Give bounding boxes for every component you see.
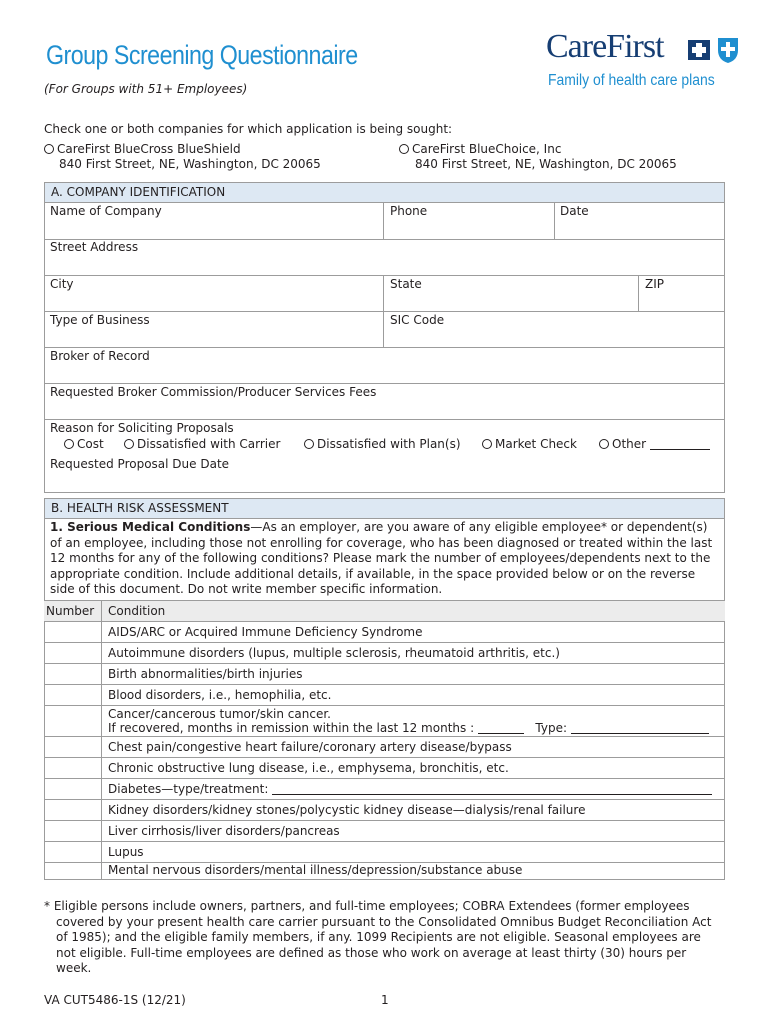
number-input-cell[interactable] [44, 643, 102, 663]
table-row [44, 622, 725, 643]
page-number: 1 [381, 993, 389, 1007]
reason-plan-label: Dissatisfied with Plan(s) [317, 437, 461, 451]
radio-button[interactable] [64, 439, 74, 449]
condition-label: Mental nervous disorders/mental illness/depression/substance abuse [108, 863, 523, 877]
zip-field[interactable]: ZIP [645, 277, 664, 291]
form-id: VA CUT5486-1S (12/21) [44, 993, 186, 1007]
phone-field[interactable]: Phone [390, 204, 428, 218]
number-column-header: Number [46, 604, 95, 618]
condition-label: Autoimmune disorders (lupus, multiple sclerosis, rheumatoid arthritis, etc.) [108, 646, 560, 660]
table-row [44, 800, 725, 821]
diabetes-type-blank[interactable] [272, 794, 712, 795]
table-row [44, 758, 725, 779]
cancer-type-blank[interactable] [571, 733, 709, 734]
radio-button[interactable] [44, 144, 54, 154]
condition-label: Liver cirrhosis/liver disorders/pancreas [108, 824, 340, 838]
logo-tagline: Family of health care plans [548, 72, 715, 89]
reason-other-option[interactable] [599, 437, 710, 451]
type-of-business-field[interactable]: Type of Business [50, 313, 150, 327]
eligibility-footnote: * Eligible persons include owners, partners, and full-time employees; COBRA Extendees (former employees covered by your present health care carrier pursuant to the Consolidated Omnibus Budget Reconciliation Act of 1985); and the eligible family members, if any. 1099 Recipients are not eligible. Seasonal employees are not eligible. Full-time employees are defined as those who work on average at least thirty (30) hours per week. [44, 899, 712, 975]
number-input-cell[interactable] [44, 737, 102, 757]
broker-commission-field[interactable]: Requested Broker Commission/Producer Services Fees [50, 385, 377, 399]
remission-label: If recovered, months in remission within the last 12 months : [108, 721, 475, 735]
radio-button[interactable] [304, 439, 314, 449]
name-of-company-field[interactable]: Name of Company [50, 204, 162, 218]
company-option-2-address: 840 First Street, NE, Washington, DC 20065 [415, 157, 677, 171]
number-input-cell[interactable] [44, 664, 102, 684]
question-title: 1. Serious Medical Conditions [50, 520, 251, 534]
number-input-cell[interactable] [44, 800, 102, 820]
carefirst-logo [546, 28, 746, 94]
number-input-cell[interactable] [44, 706, 102, 736]
radio-button[interactable] [482, 439, 492, 449]
number-input-cell[interactable] [44, 779, 102, 799]
company-option-2[interactable] [399, 142, 561, 156]
number-input-cell[interactable] [44, 863, 102, 880]
cancer-type-label: Type: [535, 721, 568, 735]
condition-label: Cancer/cancerous tumor/skin cancer. [108, 707, 331, 721]
serious-conditions-question [50, 520, 718, 598]
condition-label: Kidney disorders/kidney stones/polycystic kidney disease—dialysis/renal failure [108, 803, 586, 817]
table-row [44, 706, 725, 737]
company-option-1[interactable] [44, 142, 241, 156]
radio-button[interactable] [124, 439, 134, 449]
logo-wordmark: CareFirst [546, 28, 664, 65]
table-row [44, 821, 725, 842]
reason-market-check-label: Market Check [495, 437, 577, 451]
company-option-2-name: CareFirst BlueChoice, Inc [412, 142, 562, 156]
condition-label: Chest pain/congestive heart failure/coronary artery disease/bypass [108, 740, 512, 754]
section-b-header: B. HEALTH RISK ASSESSMENT [44, 498, 725, 519]
page-subtitle: (For Groups with 51+ Employees) [44, 82, 248, 96]
table-row [44, 664, 725, 685]
reason-carrier-label: Dissatisfied with Carrier [137, 437, 281, 451]
condition-label: Chronic obstructive lung disease, i.e., emphysema, bronchitis, etc. [108, 761, 509, 775]
condition-label: Birth abnormalities/birth injuries [108, 667, 303, 681]
proposal-due-date-field[interactable]: Requested Proposal Due Date [50, 457, 230, 471]
question-text: —As an employer, are you aware of any eligible employee* or dependent(s) of an employee, including those not enrolling for coverage, who has been diagnosed or treated within the last 12 months for any of the following conditions? Please mark the number of employees/dependents next to the appropriate condition. Include additional details, if available, in the space provided below or on the reverse side of this document. Do not write member specific information. [50, 520, 713, 596]
table-row [44, 779, 725, 800]
number-input-cell[interactable] [44, 821, 102, 841]
broker-of-record-field[interactable]: Broker of Record [50, 349, 150, 363]
company-choice-prompt: Check one or both companies for which application is being sought: [44, 122, 453, 136]
reason-plan-option[interactable] [304, 437, 461, 451]
other-blank-line[interactable] [650, 449, 710, 450]
company-option-1-name: CareFirst BlueCross BlueShield [57, 142, 241, 156]
condition-label: AIDS/ARC or Acquired Immune Deficiency Syndrome [108, 625, 423, 639]
number-input-cell[interactable] [44, 685, 102, 705]
table-row [44, 842, 725, 863]
state-field[interactable]: State [390, 277, 422, 291]
reason-cost-label: Cost [77, 437, 104, 451]
radio-button[interactable] [399, 144, 409, 154]
condition-label: Lupus [108, 845, 144, 859]
reason-label: Reason for Soliciting Proposals [50, 421, 234, 435]
table-row [44, 685, 725, 706]
reason-carrier-option[interactable] [124, 437, 280, 451]
number-input-cell[interactable] [44, 758, 102, 778]
number-input-cell[interactable] [44, 622, 102, 642]
reason-other-label: Other [612, 437, 647, 451]
date-field[interactable]: Date [560, 204, 589, 218]
reason-cost-option[interactable] [64, 437, 104, 451]
diabetes-row-content [108, 782, 712, 796]
street-address-field[interactable]: Street Address [50, 240, 139, 254]
reason-market-check-option[interactable] [482, 437, 577, 451]
sic-code-field[interactable]: SIC Code [390, 313, 445, 327]
blue-cross-shield-icon [686, 34, 744, 68]
table-row [44, 643, 725, 664]
table-row [44, 863, 725, 880]
radio-button[interactable] [599, 439, 609, 449]
condition-label: Diabetes—type/treatment: [108, 782, 269, 796]
conditions-table-header [44, 600, 725, 622]
remission-line [108, 721, 709, 735]
city-field[interactable]: City [50, 277, 74, 291]
number-input-cell[interactable] [44, 842, 102, 862]
remission-months-blank[interactable] [478, 733, 524, 734]
table-row [44, 737, 725, 758]
page-title: Group Screening Questionnaire [46, 40, 358, 70]
condition-label: Blood disorders, i.e., hemophilia, etc. [108, 688, 332, 702]
section-a-header: A. COMPANY IDENTIFICATION [44, 182, 725, 203]
company-option-1-address: 840 First Street, NE, Washington, DC 20065 [59, 157, 321, 171]
condition-column-header: Condition [108, 604, 166, 618]
